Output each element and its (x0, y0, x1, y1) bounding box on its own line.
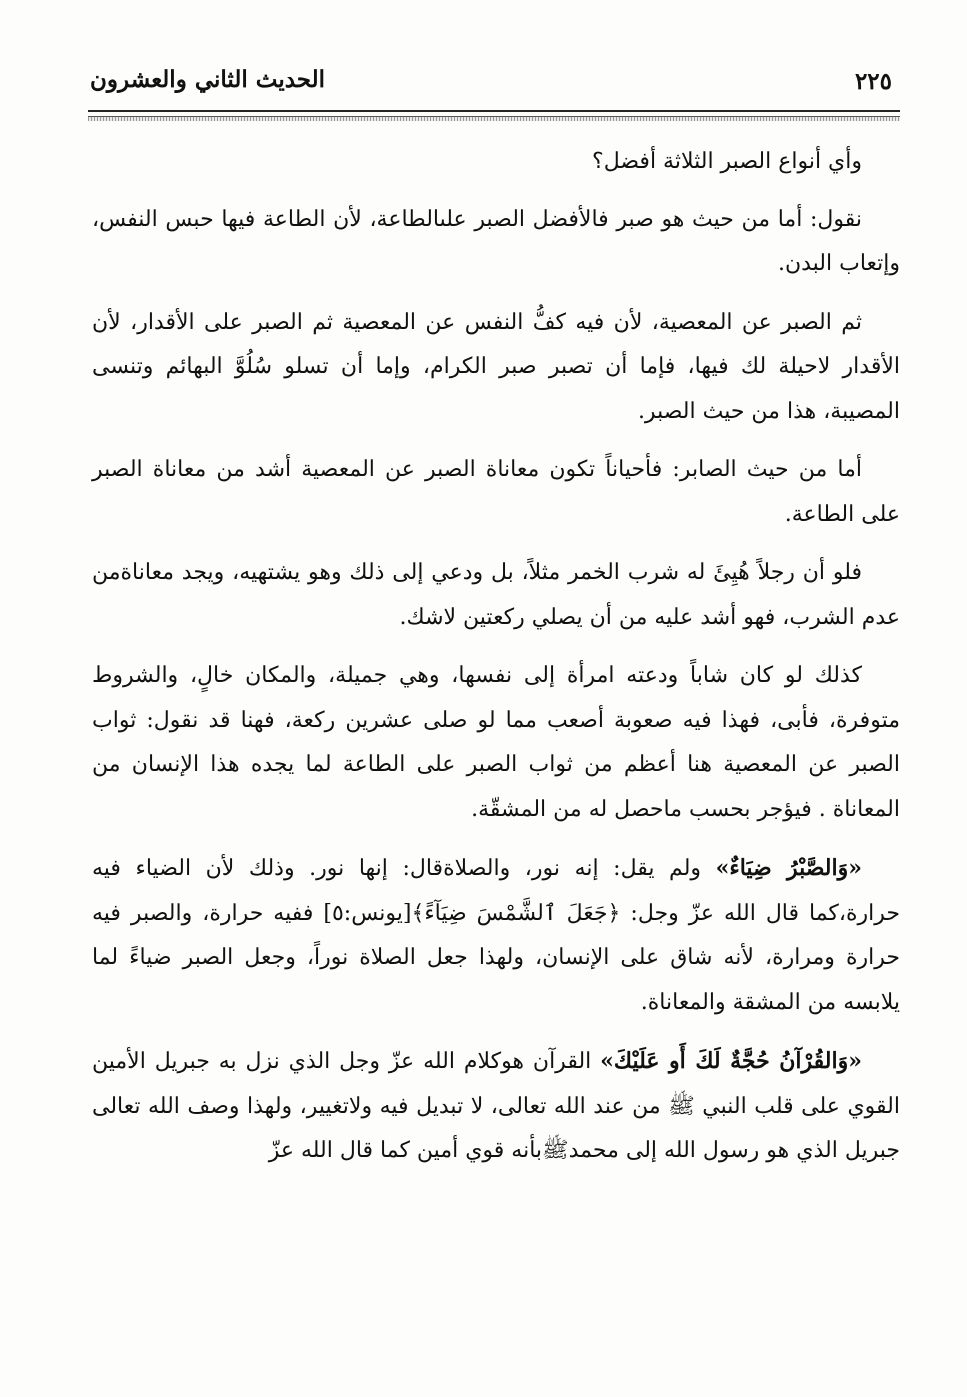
paragraph-question: وأي أنواع الصبر الثلاثة أفضل؟ (592, 149, 862, 174)
paragraph-answer: نقول: أما من حيث هو صبر فالأفضل الصبر علىالطاعة، لأن الطاعة فيها حبس النفس، وإتعاب البدن. (92, 206, 900, 276)
paragraph-text: ولم يقل: إنه نور، والصلاةقال: إنها نور. وذلك لأن الضياء فيه حرارة،كما قال الله عزّ وجل: (92, 856, 901, 926)
page-number: ٢٢٥ (854, 68, 892, 95)
header-rule-shade (88, 117, 900, 121)
page-header (88, 60, 900, 108)
running-title: الحديث الثاني والعشرون (90, 66, 326, 93)
paragraph-example-youth: كذلك لو كان شاباً ودعته امرأة إلى نفسها، وهي جميلة، والمكان خالٍ، والشروط متوفرة، فأبى، فهذا فيه صعوبة أصعب مما لو صلى عشرين ركعة، فهنا قد نقول: ثواب الصبر عن المعصية هنا أعظم من ثواب الصبر على الطاعة لما يجده هذا الإنسان من المعاناة . فيؤجر بحسب ماحصل له من المشقّة. (92, 663, 900, 822)
paragraph-example-wine: فلو أن رجلاً هُيِئَ له شرب الخمر مثلاً، بل ودعي إلى ذلك وهو يشتهيه، ويجد معاناةمن عدم الشرب، فهو أشد عليه من أن يصلي ركعتين لاشك. (92, 560, 900, 630)
paragraph-quran-proof (92, 1039, 900, 1174)
hadith-quote-patience: «وَالصَّبْرُ ضِيَاءٌ» (715, 855, 862, 881)
paragraph-patient-perspective: أما من حيث الصابر: فأحياناً تكون معاناة الصبر عن المعصية أشد من معاناة الصبر على الطاعة. (92, 457, 900, 527)
body-text (92, 140, 900, 1188)
paragraph-text: القرآن هوكلام الله عزّ وجل الذي نزل به جبريل الأمين القوي على قلب النبي ﷺ من عند الله تعالى، لا تبديل فيه ولاتغيير، ولهذا وصف الله تعالى جبريل الذي هو رسول الله إلى محمدﷺبأنه قوي أمين كما قال الله عزّ (92, 1049, 900, 1163)
hadith-quote-quran: «وَالقُرْآنُ حُجَّةٌ لَكَ أَو عَلَيْكَ» (600, 1048, 862, 1074)
header-rule (88, 110, 900, 117)
paragraph-text: [يونس:٥] ففيه حرارة، والصبر فيه حرارة ومرارة، لأنه شاق على الإنسان، ولهذا جعل الصلاة نوراً، وجعل الصبر ضياءً لما يلابسه من المشقة والمعاناة. (92, 900, 900, 1015)
quran-verse: ﴿جَعَلَ ٱلشَّمْسَ ضِيَآءً﴾ (411, 900, 621, 926)
paragraph-patience-light (92, 846, 900, 1025)
paragraph-patience-sin: ثم الصبر عن المعصية، لأن فيه كفُّ النفس عن المعصية ثم الصبر على الأقدار، لأن الأقدار لاحيلة لك فيها، فإما أن تصبر صبر الكرام، وإما أن تسلو سُلُوَّ البهائم وتنسى المصيبة، هذا من حيث الصبر. (92, 309, 900, 424)
